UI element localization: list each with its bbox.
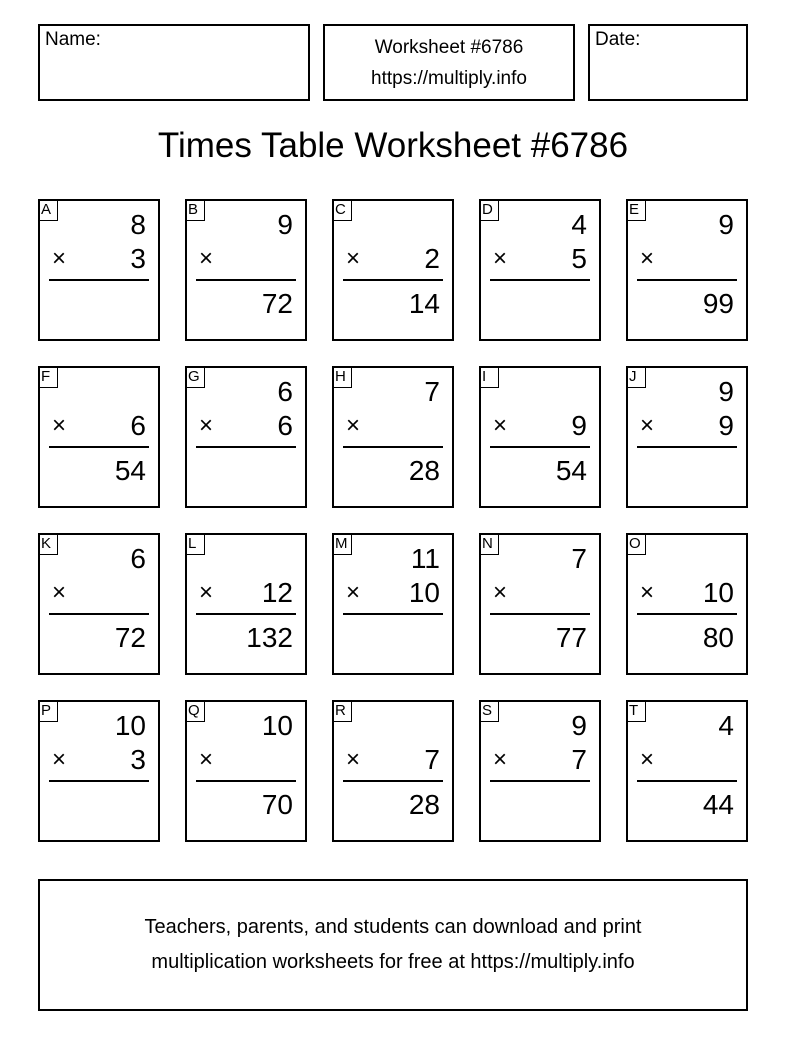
problem-letter: O [626,533,646,555]
answer-rule [637,279,737,281]
answer-rule [637,780,737,782]
multiplicand: 8 [130,209,146,240]
problem-card-j[interactable] [626,366,748,508]
multiplier: 6 [277,410,293,441]
problem-letter: D [479,199,499,221]
answer-rule [49,446,149,448]
footer-line-2: multiplication worksheets for free at https://multiply.info [151,951,635,973]
problem-card-h[interactable] [332,366,454,508]
multiply-sign: × [199,245,214,272]
problem-letter: A [38,199,58,221]
multiplier: 9 [718,410,734,441]
product: 99 [702,288,734,319]
multiply-sign: × [493,412,508,439]
problem-card-e[interactable] [626,199,748,341]
multiplicand: 6 [130,543,146,574]
answer-rule [343,279,443,281]
problem-letter: F [38,366,58,388]
name-label: Name: [45,29,101,50]
multiply-sign: × [52,412,67,439]
answer-rule [490,279,590,281]
answer-rule [637,446,737,448]
multiplier: 10 [702,577,734,608]
answer-rule [490,780,590,782]
problem-letter: I [479,366,499,388]
multiplicand: 9 [571,710,587,741]
problem-card-f[interactable] [38,366,160,508]
problem-card-l[interactable] [185,533,307,675]
multiplier: 10 [408,577,440,608]
problem-card-k[interactable] [38,533,160,675]
multiply-sign: × [52,746,67,773]
multiply-sign: × [52,245,67,272]
multiplier: 9 [571,410,587,441]
product: 28 [408,455,440,486]
answer-rule [196,279,296,281]
page-title: Times Table Worksheet #6786 [157,126,629,165]
problem-letter: P [38,700,58,722]
problem-letter: E [626,199,646,221]
product: 54 [555,455,587,486]
product: 54 [114,455,146,486]
multiply-sign: × [199,412,214,439]
multiplicand: 4 [718,710,734,741]
multiplicand: 9 [718,376,734,407]
problem-letter: H [332,366,352,388]
answer-rule [196,780,296,782]
product: 80 [702,622,734,653]
multiplicand: 9 [718,209,734,240]
date-label: Date: [595,29,641,50]
worksheet-url: https://multiply.info [371,68,527,89]
multiplier: 5 [571,243,587,274]
problem-letter: G [185,366,205,388]
date-box[interactable] [588,24,748,101]
problem-letter: L [185,533,205,555]
answer-rule [343,780,443,782]
product: 70 [261,789,293,820]
answer-rule [343,613,443,615]
multiply-sign: × [493,245,508,272]
problem-letter: B [185,199,205,221]
product: 28 [408,789,440,820]
multiplicand: 4 [571,209,587,240]
problem-card-s[interactable] [479,700,601,842]
multiplicand: 10 [261,710,293,741]
problem-card-b[interactable] [185,199,307,341]
multiply-sign: × [346,579,361,606]
multiplicand: 10 [114,710,146,741]
answer-rule [49,780,149,782]
multiplier: 3 [130,243,146,274]
answer-rule [49,279,149,281]
multiplicand: 6 [277,376,293,407]
multiply-sign: × [346,412,361,439]
problem-card-t[interactable] [626,700,748,842]
footer-line-1: Teachers, parents, and students can download and print [144,916,642,938]
multiplicand: 11 [410,543,440,574]
problem-letter: S [479,700,499,722]
multiplier: 6 [130,410,146,441]
problem-card-g[interactable] [185,366,307,508]
product: 72 [261,288,293,319]
answer-rule [490,613,590,615]
multiply-sign: × [346,245,361,272]
problem-card-p[interactable] [38,700,160,842]
problem-letter: K [38,533,58,555]
multiplier: 3 [130,744,146,775]
product: 132 [246,622,293,653]
multiply-sign: × [346,746,361,773]
footer-box [38,879,748,1011]
answer-rule [49,613,149,615]
problem-letter: J [626,366,646,388]
multiplier: 7 [424,744,440,775]
product: 44 [702,789,734,820]
problem-card-q[interactable] [185,700,307,842]
multiplicand: 9 [277,209,293,240]
multiply-sign: × [640,579,655,606]
answer-rule [637,613,737,615]
answer-rule [196,613,296,615]
problem-card-i[interactable] [479,366,601,508]
problem-card-a[interactable] [38,199,160,341]
problem-card-m[interactable] [332,533,454,675]
multiplier: 12 [261,577,293,608]
multiplicand: 7 [571,543,587,574]
multiplier: 2 [424,243,440,274]
problem-letter: Q [185,700,205,722]
problem-letter: T [626,700,646,722]
problem-card-r[interactable] [332,700,454,842]
multiply-sign: × [199,746,214,773]
problem-card-c[interactable] [332,199,454,341]
problem-card-o[interactable] [626,533,748,675]
product: 72 [114,622,146,653]
multiply-sign: × [493,746,508,773]
multiply-sign: × [640,412,655,439]
problem-card-d[interactable] [479,199,601,341]
problem-letter: C [332,199,352,221]
multiply-sign: × [493,579,508,606]
multiplier: 7 [571,744,587,775]
answer-rule [490,446,590,448]
problem-letter: N [479,533,499,555]
answer-rule [343,446,443,448]
multiply-sign: × [199,579,214,606]
product: 14 [408,288,440,319]
multiply-sign: × [640,245,655,272]
problem-letter: R [332,700,352,722]
product: 77 [555,622,587,653]
problem-letter: M [332,533,352,555]
multiply-sign: × [640,746,655,773]
answer-rule [196,446,296,448]
worksheet-info-box [323,24,575,101]
problem-card-n[interactable] [479,533,601,675]
multiply-sign: × [52,579,67,606]
multiplicand: 7 [424,376,440,407]
worksheet-number: Worksheet #6786 [374,37,524,58]
name-box[interactable] [38,24,310,101]
